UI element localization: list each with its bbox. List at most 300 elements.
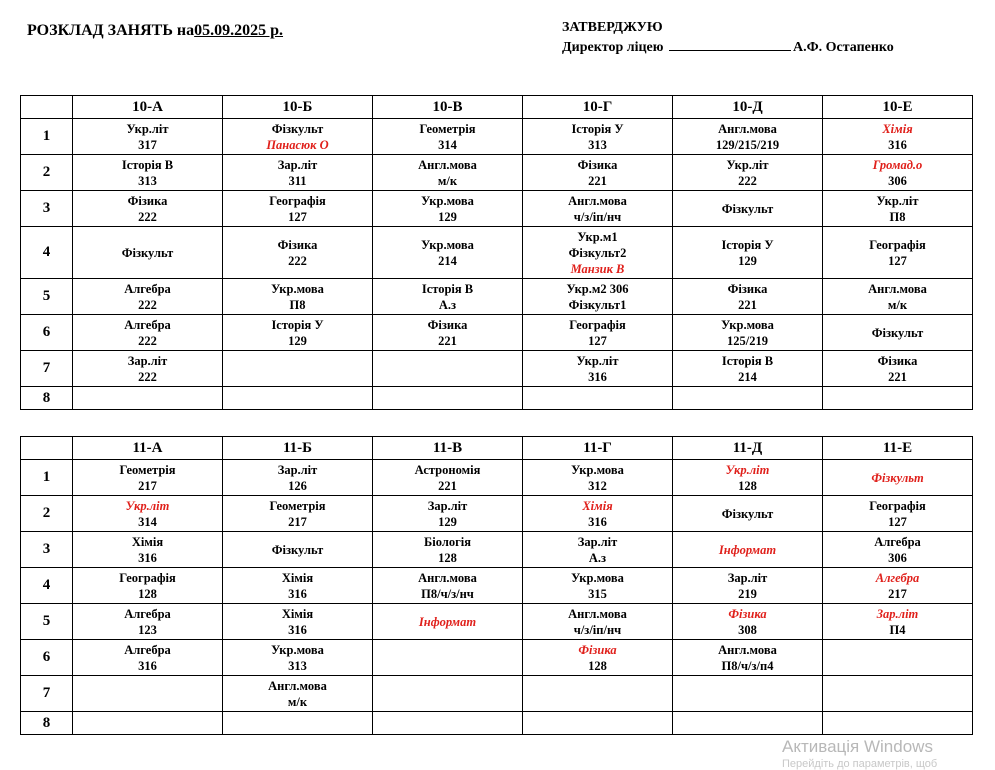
lesson-cell	[673, 227, 823, 279]
lesson-line: 222	[738, 173, 757, 188]
lesson-line: 314	[438, 137, 457, 152]
lesson-line: Фізкульт2	[568, 245, 627, 260]
lesson-cell	[73, 279, 223, 315]
lesson-row	[21, 604, 973, 640]
lesson-line: 221	[438, 478, 457, 493]
lesson-cell	[823, 227, 973, 279]
lesson-line: П8	[289, 297, 306, 312]
lesson-line: Геометрія	[419, 121, 476, 136]
lesson-line: 217	[288, 514, 307, 529]
lesson-cell	[223, 155, 373, 191]
lesson-cell	[223, 191, 373, 227]
lesson-cell	[223, 676, 373, 712]
lesson-cell	[673, 676, 823, 712]
lesson-note-highlight: Алгебра	[875, 570, 920, 585]
schedule-title	[27, 22, 283, 40]
lesson-number: 4	[21, 568, 73, 604]
lesson-cell	[73, 568, 223, 604]
lesson-cell	[373, 227, 523, 279]
lesson-line: Фізика	[277, 237, 318, 252]
lesson-number: 1	[21, 460, 73, 496]
lesson-number: 3	[21, 532, 73, 568]
lesson-number: 2	[21, 155, 73, 191]
lesson-line: 316	[588, 369, 607, 384]
lesson-row	[21, 227, 973, 279]
lesson-line: П8/ч/з/п4	[721, 658, 774, 673]
lesson-cell	[673, 279, 823, 315]
lesson-cell	[223, 227, 373, 279]
lesson-cell	[73, 119, 223, 155]
lesson-line: 316	[138, 658, 157, 673]
lesson-number: 4	[21, 227, 73, 279]
lesson-line: 127	[888, 514, 907, 529]
lesson-note-highlight: Фізика	[728, 606, 767, 621]
lesson-line: Географія	[119, 570, 176, 585]
windows-activation-watermark: Активація Windows	[782, 737, 933, 756]
lesson-cell	[373, 155, 523, 191]
lesson-line: Укр.мова	[721, 317, 774, 332]
lesson-cell	[223, 496, 373, 532]
lesson-line: 129	[738, 253, 757, 268]
lesson-line: 129	[288, 333, 307, 348]
lesson-line: 129	[438, 514, 457, 529]
lesson-row	[21, 640, 973, 676]
lesson-line: 313	[588, 137, 607, 152]
lesson-cell	[523, 279, 673, 315]
lesson-line: 222	[138, 209, 157, 224]
lesson-cell	[523, 315, 673, 351]
lesson-cell	[223, 351, 373, 387]
title-prefix: РОЗКЛАД ЗАНЯТЬ на	[27, 22, 195, 39]
lesson-line: Хімія	[281, 606, 314, 621]
lesson-cell	[673, 532, 823, 568]
lesson-cell	[373, 279, 523, 315]
lesson-line: 316	[138, 550, 157, 565]
lesson-line: Англ.мова	[868, 281, 927, 296]
lesson-note-highlight: Інформат	[418, 614, 477, 629]
lesson-line: Фізика	[577, 157, 618, 172]
lesson-cell	[523, 568, 673, 604]
lesson-line: Укр.літ	[576, 353, 619, 368]
lesson-line: Географія	[869, 237, 926, 252]
lesson-cell	[523, 191, 673, 227]
lesson-cell	[523, 155, 673, 191]
lesson-cell	[373, 568, 523, 604]
lesson-cell	[223, 119, 373, 155]
lesson-number: 8	[21, 387, 73, 410]
class-header: 11-Е	[823, 437, 973, 460]
lesson-row	[21, 532, 973, 568]
lesson-line: 127	[588, 333, 607, 348]
class-header: 11-В	[373, 437, 523, 460]
lesson-line: Зар.літ	[727, 570, 768, 585]
lesson-cell	[373, 387, 523, 410]
lesson-line: Географія	[869, 498, 926, 513]
lesson-line: Географія	[569, 317, 626, 332]
lesson-cell	[673, 604, 823, 640]
lesson-cell	[823, 568, 973, 604]
lesson-cell	[823, 387, 973, 410]
lesson-note-highlight: Укр.літ	[725, 462, 770, 477]
lesson-row	[21, 496, 973, 532]
lesson-cell	[823, 604, 973, 640]
lesson-line: Історія У	[571, 121, 624, 136]
lesson-line: Укр.літ	[876, 193, 919, 208]
lesson-cell	[823, 640, 973, 676]
lesson-number: 7	[21, 676, 73, 712]
lesson-line: 214	[438, 253, 457, 268]
lesson-cell	[73, 640, 223, 676]
lesson-cell	[823, 496, 973, 532]
lesson-cell	[373, 351, 523, 387]
lesson-cell	[223, 387, 373, 410]
lesson-line: 128	[438, 550, 457, 565]
lesson-line: Історія У	[271, 317, 324, 332]
lesson-line: Укр.мова	[421, 193, 474, 208]
lesson-cell	[823, 676, 973, 712]
lesson-row	[21, 119, 973, 155]
class-header: 10-Б	[223, 96, 373, 119]
lesson-line: 316	[288, 622, 307, 637]
lesson-cell	[823, 351, 973, 387]
lesson-cell	[523, 227, 673, 279]
schedule-date: 05.09.2025 р.	[194, 22, 284, 39]
lesson-cell	[73, 155, 223, 191]
lesson-line: 306	[888, 173, 907, 188]
lesson-line: 214	[738, 369, 757, 384]
lesson-line: Фізика	[877, 353, 918, 368]
lesson-cell	[823, 191, 973, 227]
lesson-note-highlight: Громад.о	[872, 157, 923, 172]
lesson-cell	[673, 155, 823, 191]
class-header: 11-Г	[523, 437, 673, 460]
lesson-line: Фізика	[127, 193, 168, 208]
lesson-line: Англ.мова	[718, 642, 777, 657]
lesson-line: 127	[288, 209, 307, 224]
director-label: Директор ліцею	[562, 40, 664, 55]
lesson-note-highlight: Фізика	[578, 642, 617, 657]
lesson-cell	[523, 460, 673, 496]
lesson-cell	[523, 496, 673, 532]
lesson-line: м/к	[437, 173, 458, 188]
approval-title: ЗАТВЕРДЖУЮ	[562, 20, 663, 35]
lesson-line: Алгебра	[124, 606, 171, 621]
lesson-line: 311	[288, 173, 307, 188]
lesson-line: 306	[888, 550, 907, 565]
lesson-line: Укр.мова	[421, 237, 474, 252]
lesson-line: ч/з/іп/нч	[573, 622, 622, 637]
lesson-line: 315	[588, 586, 607, 601]
lesson-row	[21, 712, 973, 735]
lesson-cell	[373, 640, 523, 676]
lesson-cell	[73, 387, 223, 410]
lesson-cell	[73, 227, 223, 279]
lesson-cell	[73, 351, 223, 387]
lesson-cell	[373, 496, 523, 532]
lesson-line: Алгебра	[874, 534, 921, 549]
corner-cell	[21, 437, 73, 460]
lesson-row	[21, 315, 973, 351]
lesson-line: Геометрія	[119, 462, 176, 477]
lesson-number: 8	[21, 712, 73, 735]
lesson-line: Фізкульт1	[568, 297, 627, 312]
lesson-row	[21, 568, 973, 604]
lesson-line: Укр.літ	[126, 121, 169, 136]
lesson-line: 221	[438, 333, 457, 348]
lesson-cell	[73, 604, 223, 640]
lesson-line: Фізика	[727, 281, 768, 296]
lesson-line: 127	[888, 253, 907, 268]
windows-activation-hint: Перейдіть до параметрів, щоб	[782, 758, 938, 770]
lesson-line: Укр.м1	[577, 229, 618, 244]
lesson-line: 313	[288, 658, 307, 673]
lesson-line: 123	[138, 622, 157, 637]
lesson-row	[21, 676, 973, 712]
lesson-line: 316	[888, 137, 907, 152]
lesson-cell	[373, 604, 523, 640]
lesson-line: А.з	[438, 297, 457, 312]
lesson-cell	[223, 315, 373, 351]
lesson-cell	[673, 496, 823, 532]
lesson-row	[21, 351, 973, 387]
lesson-line: Фізкульт	[721, 506, 774, 521]
lesson-cell	[73, 496, 223, 532]
lesson-line: Англ.мова	[418, 157, 477, 172]
lesson-note-highlight: Хімія	[882, 121, 913, 136]
lesson-note-highlight: Хімія	[582, 498, 613, 513]
lesson-number: 6	[21, 640, 73, 676]
lesson-line: Укр.літ	[726, 157, 769, 172]
lesson-line: Укр.мова	[571, 570, 624, 585]
lesson-line: 221	[738, 297, 757, 312]
approval-block	[562, 18, 894, 58]
lesson-row	[21, 387, 973, 410]
lesson-line: ч/з/іп/нч	[573, 209, 622, 224]
lesson-cell	[523, 676, 673, 712]
lesson-note-highlight: Панасюк О	[266, 137, 329, 152]
lesson-cell	[223, 640, 373, 676]
class-header: 11-А	[73, 437, 223, 460]
lesson-cell	[223, 532, 373, 568]
lesson-number: 1	[21, 119, 73, 155]
lesson-line: 308	[738, 622, 757, 637]
lesson-number: 6	[21, 315, 73, 351]
schedule-table-grade-11	[20, 436, 973, 735]
lesson-line: 222	[138, 369, 157, 384]
lesson-line: 128	[738, 478, 757, 493]
lesson-line: Фізкульт	[721, 201, 774, 216]
lesson-number: 2	[21, 496, 73, 532]
signature-line	[669, 38, 791, 51]
director-name: А.Ф. Остапенко	[792, 40, 894, 55]
class-header: 10-В	[373, 96, 523, 119]
lesson-line: Зар.літ	[427, 498, 468, 513]
lesson-line: Англ.мова	[568, 193, 627, 208]
lesson-line: 316	[288, 586, 307, 601]
lesson-line: 312	[588, 478, 607, 493]
lesson-line: 126	[288, 478, 307, 493]
lesson-line: Фізкульт	[271, 121, 324, 136]
lesson-line: А.з	[588, 550, 607, 565]
lesson-line: Алгебра	[124, 317, 171, 332]
lesson-line: 219	[738, 586, 757, 601]
lesson-note-highlight: Фізкульт	[871, 470, 924, 485]
lesson-line: Історія У	[721, 237, 774, 252]
lesson-cell	[823, 315, 973, 351]
lesson-line: П4	[889, 622, 906, 637]
corner-cell	[21, 96, 73, 119]
lesson-line: Англ.мова	[418, 570, 477, 585]
lesson-cell	[673, 460, 823, 496]
lesson-line: 221	[888, 369, 907, 384]
lesson-cell	[523, 119, 673, 155]
lesson-cell	[373, 315, 523, 351]
lesson-line: Історія В	[121, 157, 174, 172]
lesson-line: 221	[588, 173, 607, 188]
lesson-cell	[373, 532, 523, 568]
lesson-line: Фізкульт	[271, 542, 324, 557]
lesson-cell	[823, 279, 973, 315]
lesson-cell	[73, 532, 223, 568]
lesson-line: Хімія	[281, 570, 314, 585]
lesson-line: Укр.м2 306	[566, 281, 629, 296]
lesson-line: 217	[888, 586, 907, 601]
lesson-line: 125/219	[727, 333, 768, 348]
lesson-line: П8	[889, 209, 906, 224]
lesson-row	[21, 279, 973, 315]
lesson-line: Астрономія	[414, 462, 481, 477]
lesson-line: м/к	[887, 297, 908, 312]
lesson-line: 317	[138, 137, 157, 152]
lesson-line: Англ.мова	[268, 678, 327, 693]
class-header: 10-А	[73, 96, 223, 119]
schedule-table-grade-10	[20, 95, 973, 410]
lesson-cell	[673, 640, 823, 676]
lesson-line: 217	[138, 478, 157, 493]
lesson-cell	[823, 712, 973, 735]
lesson-note-highlight: Інформат	[718, 542, 777, 557]
lesson-number: 7	[21, 351, 73, 387]
lesson-line: Історія В	[721, 353, 774, 368]
lesson-cell	[673, 191, 823, 227]
lesson-cell	[523, 604, 673, 640]
class-header: 11-Д	[673, 437, 823, 460]
lesson-line: Геометрія	[269, 498, 326, 513]
lesson-cell	[223, 712, 373, 735]
lesson-cell	[673, 315, 823, 351]
lesson-note-highlight: Зар.літ	[876, 606, 919, 621]
lesson-line: 222	[288, 253, 307, 268]
lesson-line: Укр.мова	[271, 281, 324, 296]
lesson-cell	[223, 568, 373, 604]
lesson-cell	[373, 191, 523, 227]
lesson-line: 129/215/219	[715, 137, 780, 152]
lesson-cell	[673, 387, 823, 410]
lesson-line: Історія В	[421, 281, 474, 296]
lesson-cell	[523, 532, 673, 568]
lesson-line: 128	[138, 586, 157, 601]
lesson-line: П8/ч/з/нч	[421, 586, 474, 601]
header-row	[21, 96, 973, 119]
lesson-cell	[823, 119, 973, 155]
lesson-line: Укр.мова	[571, 462, 624, 477]
class-header: 11-Б	[223, 437, 373, 460]
lesson-line: м/к	[287, 694, 308, 709]
lesson-line: Укр.мова	[271, 642, 324, 657]
lesson-line: 222	[138, 297, 157, 312]
lesson-cell	[823, 532, 973, 568]
lesson-line: 316	[588, 514, 607, 529]
lesson-cell	[523, 712, 673, 735]
lesson-line: Хімія	[131, 534, 164, 549]
lesson-cell	[373, 712, 523, 735]
lesson-cell	[673, 712, 823, 735]
lesson-cell	[823, 155, 973, 191]
header-row	[21, 437, 973, 460]
lesson-cell	[223, 279, 373, 315]
lesson-number: 5	[21, 279, 73, 315]
lesson-note-highlight: Укр.літ	[125, 498, 170, 513]
lesson-line: Фізкульт	[121, 245, 174, 260]
class-header: 10-Д	[673, 96, 823, 119]
lesson-line: Зар.літ	[127, 353, 168, 368]
lesson-cell	[73, 315, 223, 351]
lesson-line: Фізика	[427, 317, 468, 332]
lesson-row	[21, 460, 973, 496]
lesson-cell	[73, 712, 223, 735]
lesson-cell	[823, 460, 973, 496]
lesson-number: 3	[21, 191, 73, 227]
lesson-cell	[523, 640, 673, 676]
lesson-line: Англ.мова	[718, 121, 777, 136]
lesson-row	[21, 155, 973, 191]
lesson-line: Біологія	[424, 534, 471, 549]
lesson-cell	[673, 351, 823, 387]
lesson-line: 313	[138, 173, 157, 188]
lesson-note-highlight: Манзик В	[570, 261, 625, 276]
lesson-cell	[73, 676, 223, 712]
lesson-cell	[373, 676, 523, 712]
lesson-cell	[73, 191, 223, 227]
lesson-line: 222	[138, 333, 157, 348]
lesson-line: 314	[138, 514, 157, 529]
lesson-cell	[523, 351, 673, 387]
lesson-line: Алгебра	[124, 642, 171, 657]
director-line	[562, 38, 894, 58]
lesson-cell	[673, 568, 823, 604]
class-header: 10-Г	[523, 96, 673, 119]
lesson-cell	[523, 387, 673, 410]
lesson-cell	[373, 460, 523, 496]
lesson-line: 129	[438, 209, 457, 224]
lesson-row	[21, 191, 973, 227]
lesson-cell	[223, 460, 373, 496]
lesson-cell	[223, 604, 373, 640]
lesson-line: Зар.літ	[277, 157, 318, 172]
lesson-line: Фізкульт	[871, 325, 924, 340]
lesson-number: 5	[21, 604, 73, 640]
lesson-line: Зар.літ	[577, 534, 618, 549]
lesson-line: Географія	[269, 193, 326, 208]
lesson-cell	[673, 119, 823, 155]
lesson-line: Алгебра	[124, 281, 171, 296]
class-header: 10-Е	[823, 96, 973, 119]
lesson-line: 128	[588, 658, 607, 673]
lesson-line: Зар.літ	[277, 462, 318, 477]
lesson-line: Англ.мова	[568, 606, 627, 621]
lesson-cell	[373, 119, 523, 155]
lesson-cell	[73, 460, 223, 496]
